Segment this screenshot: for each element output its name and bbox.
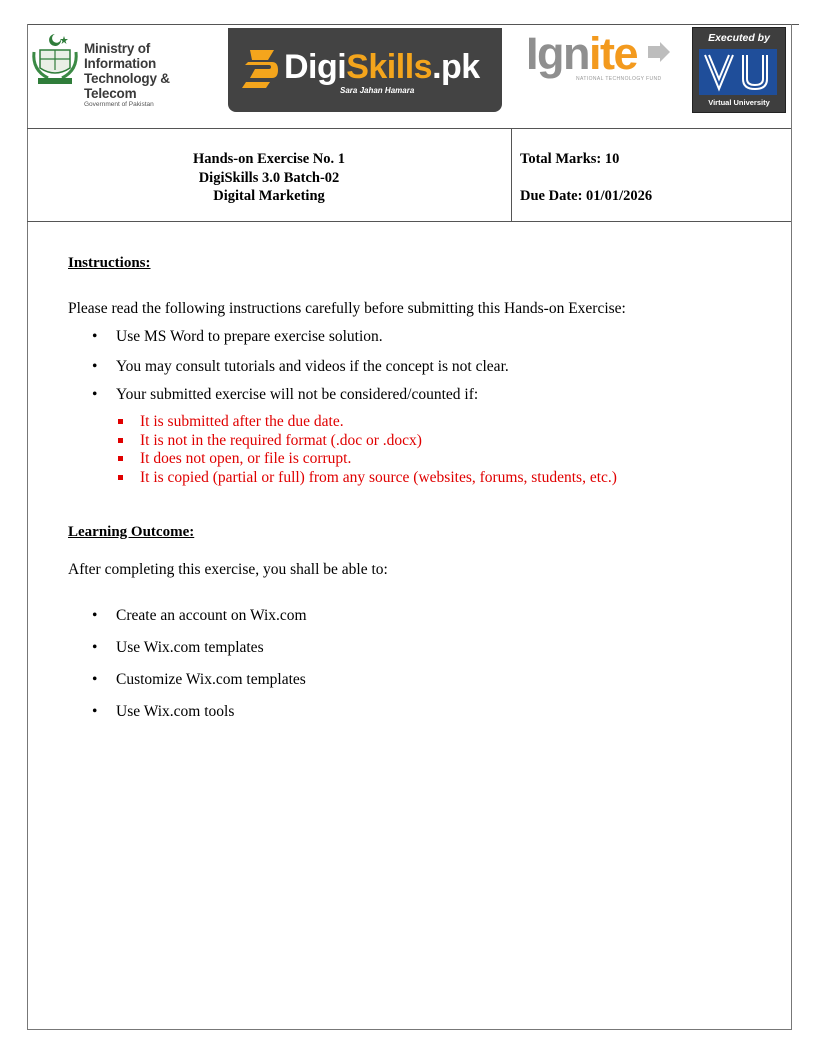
learning-outcome-list xyxy=(92,607,307,721)
ministry-line3: Government of Pakistan xyxy=(84,101,154,108)
list-item xyxy=(92,607,307,639)
square-bullet-icon xyxy=(118,475,123,480)
bullet-icon: • xyxy=(92,607,98,624)
list-item-text: It is not in the required format (.doc or .docx) xyxy=(140,431,422,449)
bullet-icon: • xyxy=(92,703,98,720)
digi-text: Digi xyxy=(284,48,347,86)
learning-outcome-heading: Learning Outcome: xyxy=(68,524,195,540)
digiskills-wordmark xyxy=(284,48,480,87)
exercise-header-table xyxy=(27,128,791,222)
exercise-number: Hands-on Exercise No. 1 xyxy=(193,151,345,167)
list-item xyxy=(117,469,617,488)
ignite-accent-text: ite xyxy=(588,28,637,79)
list-item-text: Use Wix.com templates xyxy=(116,639,264,656)
list-item xyxy=(92,703,307,721)
pakistan-emblem-icon xyxy=(30,32,80,88)
vu-mark-icon xyxy=(699,49,777,95)
ministry-line2: Technology & Telecom xyxy=(84,71,170,101)
list-item xyxy=(92,386,509,404)
bullet-icon: • xyxy=(92,358,98,375)
vu-logo xyxy=(692,27,786,113)
instructions-intro: Please read the following instructions carefully before submitting this Hands-on Exercise: xyxy=(68,300,626,317)
instructions-heading: Instructions: xyxy=(68,255,151,271)
vu-mark-box xyxy=(699,49,777,95)
list-item-text: Use MS Word to prepare exercise solution. xyxy=(116,328,383,345)
marks-date-cell xyxy=(520,150,652,206)
exercise-title-cell xyxy=(27,150,511,206)
course-name: Digital Marketing xyxy=(213,188,325,204)
bullet-icon: • xyxy=(92,328,98,345)
square-bullet-icon xyxy=(118,419,123,424)
vu-executed-by: Executed by xyxy=(708,32,770,44)
header-divider xyxy=(511,129,512,221)
digiskills-tagline: Sara Jahan Hamara xyxy=(340,86,415,95)
square-bullet-icon xyxy=(118,456,123,461)
bullet-icon: • xyxy=(92,386,98,403)
list-item-text: Customize Wix.com templates xyxy=(116,671,306,688)
list-item-text: It is copied (partial or full) from any source (websites, forums, students, etc.) xyxy=(140,468,617,486)
digiskills-mark-icon xyxy=(242,46,282,90)
ignite-arrow-icon xyxy=(648,42,670,62)
list-item xyxy=(92,328,509,358)
ignite-subtitle: NATIONAL TECHNOLOGY FUND xyxy=(576,76,662,82)
due-date: Due Date: 01/01/2026 xyxy=(520,188,653,204)
rejection-criteria-list xyxy=(117,413,617,487)
list-item-text: Your submitted exercise will not be considered/counted if: xyxy=(116,386,479,403)
ignite-wordmark xyxy=(526,30,637,78)
list-item xyxy=(117,413,617,432)
digiskills-logo xyxy=(228,28,502,112)
total-marks: Total Marks: 10 xyxy=(520,151,620,167)
bullet-icon: • xyxy=(92,671,98,688)
list-item-text: It is submitted after the due date. xyxy=(140,413,344,430)
list-item xyxy=(92,358,509,386)
learning-outcome-intro: After completing this exercise, you shall be able to: xyxy=(68,561,388,578)
batch-name: DigiSkills 3.0 Batch-02 xyxy=(198,169,340,186)
square-bullet-icon xyxy=(118,438,123,443)
list-item-text: Create an account on Wix.com xyxy=(116,607,307,624)
ignite-logo xyxy=(524,30,674,86)
pk-text: .pk xyxy=(432,48,480,86)
list-item xyxy=(92,671,307,703)
list-item xyxy=(117,432,617,451)
bullet-icon: • xyxy=(92,639,98,656)
vu-name: Virtual University xyxy=(708,98,770,107)
instructions-list xyxy=(92,328,509,404)
list-item-text: You may consult tutorials and videos if the concept is not clear. xyxy=(116,358,509,375)
ignite-main-text: Ign xyxy=(526,28,589,79)
skills-text: Skills xyxy=(346,48,433,86)
ministry-logo xyxy=(30,32,220,108)
list-item xyxy=(117,450,617,469)
list-item-text: Use Wix.com tools xyxy=(116,703,235,720)
list-item xyxy=(92,639,307,671)
ministry-line1: Ministry of Information xyxy=(84,41,157,71)
list-item-text: It does not open, or file is corrupt. xyxy=(140,450,352,467)
